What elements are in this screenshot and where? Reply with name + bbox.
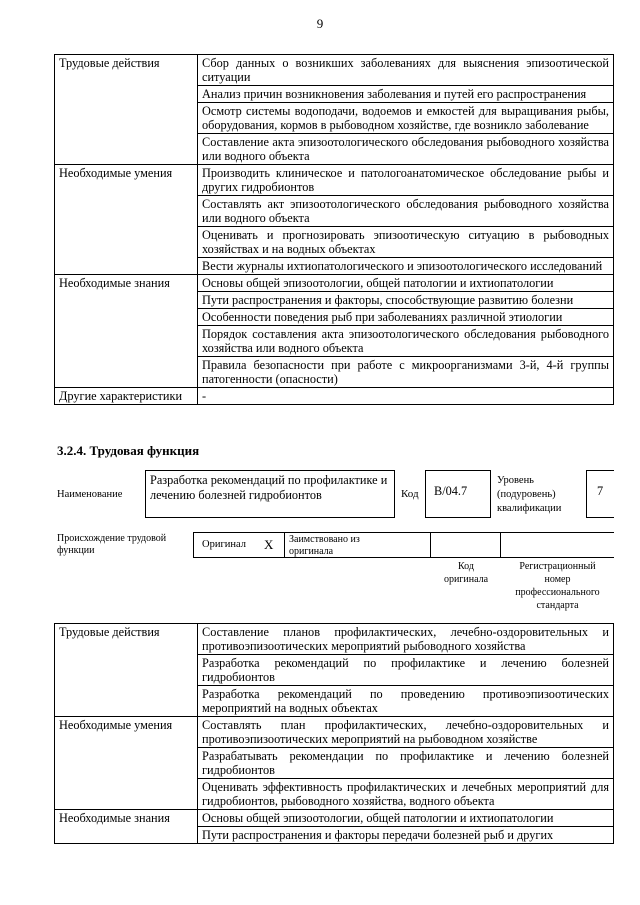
row-header: Необходимые умения xyxy=(55,717,198,810)
origin-label-line: функции xyxy=(57,545,95,556)
row-item: Составление акта эпизоотологического обследования рыбоводного хозяйства или водного объекта xyxy=(198,134,614,165)
section-heading: 3.2.4. Трудовая функция xyxy=(57,443,200,458)
row-header: Трудовые действия xyxy=(55,624,198,717)
row-item: Сбор данных о возникших заболеваниях для выяснения эпизоотической ситуации xyxy=(198,55,614,86)
labor-actions-table-1 xyxy=(54,54,614,405)
table-row xyxy=(55,717,614,748)
kod-originala-line: Код xyxy=(458,561,474,572)
page-number: 9 xyxy=(316,16,324,31)
uroven-value: 7 xyxy=(586,470,614,518)
row-header: Трудовые действия xyxy=(55,55,198,165)
row-item: Разработка рекомендаций по профилактике и лечению болезней гидробионтов xyxy=(198,655,614,686)
uroven-label-line: квалификации xyxy=(497,503,562,514)
borrowed-cell xyxy=(285,532,431,558)
row-header: Другие характеристики xyxy=(55,388,198,405)
row-item: Составление планов профилактических, лечебно-оздоровительных и противоэпизоотических мероприятий рыбоводного хозяйства xyxy=(198,624,614,655)
row-header: Необходимые знания xyxy=(55,275,198,388)
row-item: Анализ причин возникновения заболевания и путей его распространения xyxy=(198,86,614,103)
uroven-label-line: Уровень xyxy=(497,475,534,486)
row-item: Основы общей эпизоотологии, общей патологии и ихтиопатологии xyxy=(198,275,614,292)
reg-number-line: номер xyxy=(544,574,571,585)
row-item: Основы общей эпизоотологии, общей патологии и ихтиопатологии xyxy=(198,810,614,827)
row-header: Необходимые умения xyxy=(55,165,198,275)
row-item: Разрабатывать рекомендации по профилактике и лечению болезней гидробионтов xyxy=(198,748,614,779)
kod-originala-line: оригинала xyxy=(443,574,489,585)
kod-value: B/04.7 xyxy=(425,470,491,518)
row-item: Вести журналы ихтиопатологического и эпизоотологического исследований xyxy=(198,258,614,275)
row-item: Порядок составления акта эпизоотологического обследования рыбоводного хозяйства или водного объекта xyxy=(198,326,614,357)
kod-originala-cell xyxy=(431,532,501,558)
kod-label: Код xyxy=(401,488,419,500)
row-item: Пути распространения и факторы, способствующие развитию болезни xyxy=(198,292,614,309)
origin-label-line: Происхождение трудовой xyxy=(57,533,167,544)
row-item: Разработка рекомендаций по проведению противоэпизоотических мероприятий на водных объектах xyxy=(198,686,614,717)
row-item: Правила безопасности при работе с микроорганизмами 3-й, 4-й группы патогенности (опасности) xyxy=(198,357,614,388)
labor-actions-table-2 xyxy=(54,623,614,844)
borrowed-label xyxy=(289,534,360,558)
reg-number-cell xyxy=(501,532,614,558)
original-mark: X xyxy=(264,537,274,552)
reg-number-label xyxy=(501,560,614,612)
row-item: Особенности поведения рыб при заболеваниях различной этиологии xyxy=(198,309,614,326)
reg-number-line: стандарта xyxy=(536,600,579,611)
table-row xyxy=(55,810,614,827)
naim-label: Наименование xyxy=(57,489,123,500)
table-row xyxy=(55,165,614,196)
row-header: Необходимые знания xyxy=(55,810,198,844)
naim-value: Разработка рекомендаций по профилактике и лечению болезней гидробионтов xyxy=(145,470,395,518)
uroven-label-line: (подуровень) xyxy=(497,489,556,500)
row-item: Осмотр системы водоподачи, водоемов и емкостей для выращивания рыбы, оборудования, кормов в рыбоводном хозяйстве, где возникло заболевание xyxy=(198,103,614,134)
row-item: Пути распространения и факторы передачи болезней рыб и других xyxy=(198,827,614,844)
row-item: Оценивать эффективность профилактических и лечебных мероприятий для гидробионтов, рыбоводного хозяйства, водного объекта xyxy=(198,779,614,810)
borrowed-label-line: оригинала xyxy=(289,546,334,557)
row-item: - xyxy=(198,388,614,405)
row-item: Составлять акт эпизоотологического обследования рыбоводного хозяйства или водного объекта xyxy=(198,196,614,227)
reg-number-line: Регистрационный xyxy=(519,561,596,572)
origin-label xyxy=(57,533,166,557)
table-row xyxy=(55,388,614,405)
table-row xyxy=(55,275,614,292)
original-label: Оригинал xyxy=(202,539,246,550)
borrowed-label-line: Заимствовано из xyxy=(289,534,360,545)
uroven-label xyxy=(497,474,561,516)
table-row xyxy=(55,624,614,655)
kod-originala-label xyxy=(431,560,501,586)
table-row xyxy=(55,55,614,86)
row-item: Производить клиническое и патологоанатомическое обследование рыбы и других гидробионтов xyxy=(198,165,614,196)
row-item: Составлять план профилактических, лечебно-оздоровительных и противоэпизоотических мероприятий на рыбоводном хозяйстве xyxy=(198,717,614,748)
original-cell xyxy=(193,532,285,558)
reg-number-line: профессионального xyxy=(515,587,600,598)
row-item: Оценивать и прогнозировать эпизоотическую ситуацию в рыбоводных хозяйствах и на водных объектах xyxy=(198,227,614,258)
